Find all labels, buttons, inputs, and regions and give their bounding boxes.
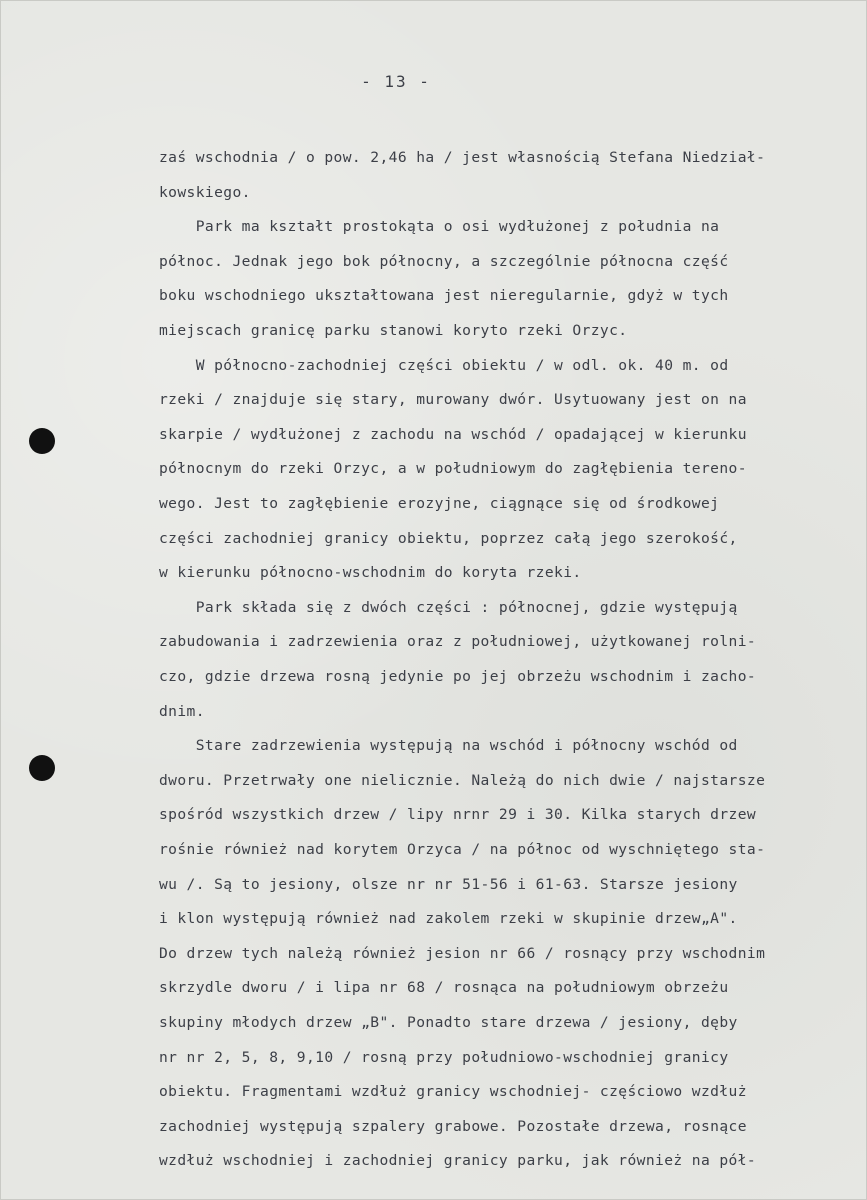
text-line: skarpie / wydłużonej z zachodu na wschód / opadającej w kierunku [159,425,747,443]
text-line: dnim. [159,702,205,720]
text-line: wu /. Są to jesiony, olsze nr nr 51-56 i 61-63. Starsze jesiony [159,875,738,893]
text-line: zaś wschodnia / o pow. 2,46 ha / jest własnością Stefana Niedział- [159,149,766,166]
text-line: dworu. Przetrwały one nielicznie. Należą do nich dwie / najstarsze [159,771,766,789]
punch-hole [29,755,55,781]
text-line: spośród wszystkich drzew / lipy nrnr 29 i 30. Kilka starych drzew [159,806,757,824]
text-line: Stare zadrzewienia występują na wschód i północny wschód od [159,737,738,755]
text-line: skupiny młodych drzew „B". Ponadto stare drzewa / jesiony, dęby [159,1014,738,1031]
text-line: i klon występują również nad zakolem rzeki w skupinie drzew„A". [159,910,738,928]
text-line: zachodniej występują szpalery grabowe. Pozostałe drzewa, rosnące [159,1117,747,1135]
text-line: skrzydle dworu / i lipa nr 68 / rosnąca na południowym obrzeżu [159,979,729,997]
text-line: w kierunku północno-wschodnim do koryta rzeki. [159,564,582,582]
punch-hole [29,428,55,454]
text-line: północ. Jednak jego bok północny, a szczególnie północna część [159,252,729,270]
text-line: kowskiego. [159,183,251,201]
text-line: północnym do rzeki Orzyc, a w południowym do zagłębienia tereno- [159,460,747,478]
text-line: wego. Jest to zagłębienie erozyjne, ciągnące się od środkowej [159,495,720,512]
text-line: rzeki / znajduje się stary, murowany dwór. Usytuowany jest on na [159,391,747,409]
text-line: W północno-zachodniej części obiektu / w odl. ok. 40 m. od [159,356,729,374]
text-line: miejscach granicę parku stanowi koryto rzeki Orzyc. [159,322,628,339]
text-line: czo, gdzie drzewa rosną jedynie po jej obrzeżu wschodnim i zacho- [159,668,757,685]
text-line: części zachodniej granicy obiektu, poprzez całą jego szerokość, [159,529,738,547]
text-line: rośnie również nad korytem Orzyca / na północ od wyschniętego sta- [159,841,766,858]
text-line: nr nr 2, 5, 8, 9,10 / rosną przy południowo-wschodniej granicy [159,1048,729,1066]
text-line: obiektu. Fragmentami wzdłuż granicy wschodniej- częściowo wzdłuż [159,1083,747,1101]
text-line: wzdłuż wschodniej i zachodniej granicy parku, jak również na pół- [159,1152,757,1170]
text-line: boku wschodniego ukształtowana jest nieregularnie, gdyż w tych [159,287,729,305]
text-line: Park ma kształt prostokąta o osi wydłużonej z południa na [159,218,720,236]
page-number: - 13 - [361,72,431,91]
text-line: zabudowania i zadrzewienia oraz z południowej, użytkowanej rolni- [159,633,757,651]
text-line: Do drzew tych należą również jesion nr 66 / rosnący przy wschodnim [159,944,766,962]
text-line: Park składa się z dwóch części : północnej, gdzie występują [159,598,738,616]
